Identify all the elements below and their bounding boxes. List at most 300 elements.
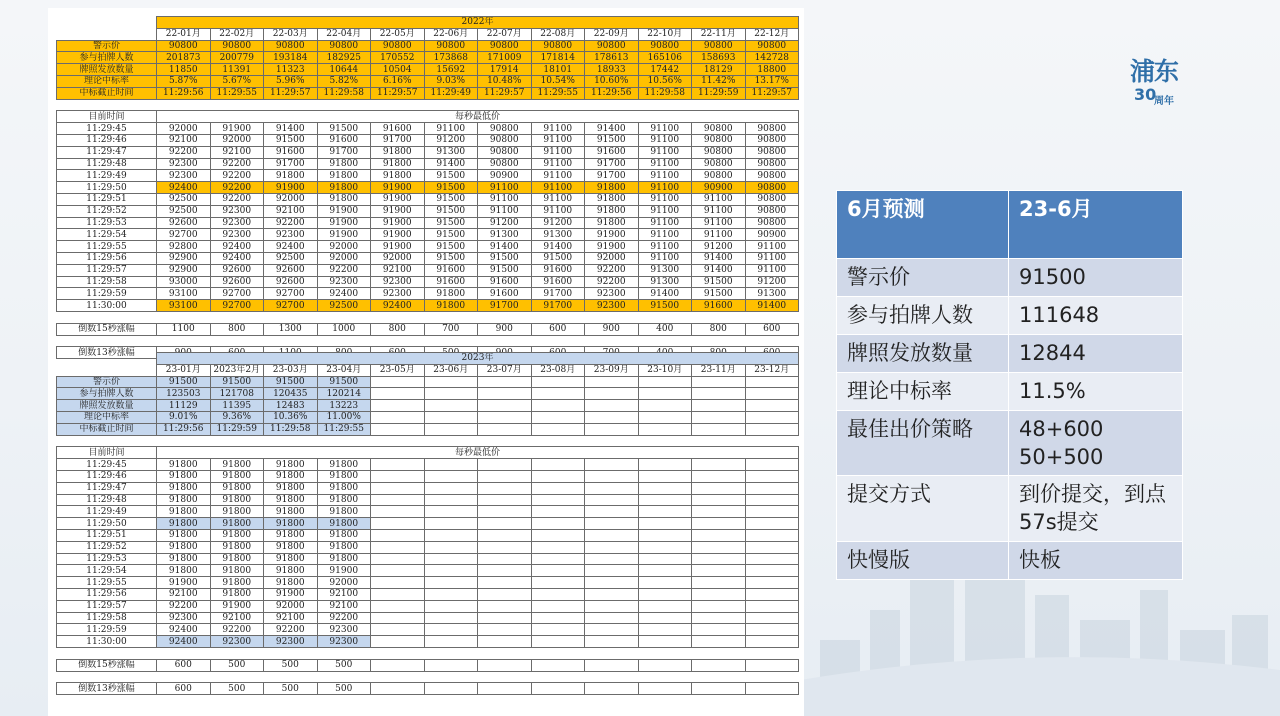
- month-header: 22-10月: [638, 28, 692, 40]
- price-cell: [531, 636, 585, 648]
- price-cell: [745, 506, 799, 518]
- price-cell: [371, 494, 425, 506]
- price-cell: 91800: [317, 518, 371, 530]
- price-row: [57, 158, 799, 170]
- price-cell: 91500: [424, 252, 478, 264]
- summary-value: 5.82%: [317, 75, 371, 87]
- prediction-value: 91500: [1009, 259, 1183, 297]
- price-cell: 92200: [585, 264, 639, 276]
- price-cell: 90800: [745, 182, 799, 194]
- summary-value: 17442: [638, 64, 692, 76]
- price-cell: 92300: [210, 636, 264, 648]
- price-cell: 90800: [745, 146, 799, 158]
- summary-value: 11129: [157, 400, 211, 412]
- price-cell: 91800: [585, 193, 639, 205]
- summary-label: 中标截止时间: [57, 87, 157, 99]
- increase-value: [424, 683, 478, 695]
- price-cell: 91300: [638, 276, 692, 288]
- spacer-row: [57, 435, 799, 447]
- summary-value: [745, 400, 799, 412]
- prediction-row: [837, 476, 1183, 542]
- increase-value: 600: [157, 659, 211, 671]
- price-cell: [371, 518, 425, 530]
- price-cell: 92400: [157, 182, 211, 194]
- spacer-row: [57, 311, 799, 323]
- price-cell: [692, 494, 746, 506]
- price-cell: 91800: [264, 541, 318, 553]
- price-row: [57, 470, 799, 482]
- price-cell: 91800: [210, 553, 264, 565]
- price-cell: 91900: [210, 600, 264, 612]
- price-cell: 92000: [264, 193, 318, 205]
- price-cell: [478, 506, 532, 518]
- summary-row: [57, 52, 799, 64]
- price-cell: [531, 612, 585, 624]
- price-cell: 91700: [317, 146, 371, 158]
- price-cell: 91600: [478, 288, 532, 300]
- price-cell: 91800: [317, 529, 371, 541]
- summary-value: [638, 376, 692, 388]
- price-cell: 91800: [317, 506, 371, 518]
- price-row: [57, 624, 799, 636]
- price-row: [57, 205, 799, 217]
- summary-value: 11:29:49: [424, 87, 478, 99]
- summary-value: [424, 423, 478, 435]
- price-cell: 92200: [210, 624, 264, 636]
- summary-value: 12483: [264, 400, 318, 412]
- price-cell: [531, 470, 585, 482]
- month-header: 23-04月: [317, 364, 371, 376]
- summary-value: 9.01%: [157, 411, 211, 423]
- price-cell: 91900: [210, 123, 264, 135]
- summary-value: 18933: [585, 64, 639, 76]
- prediction-row: [837, 259, 1183, 297]
- time-cell: 11:29:54: [57, 229, 157, 241]
- summary-label: 中标截止时间: [57, 423, 157, 435]
- price-cell: [424, 482, 478, 494]
- price-row: [57, 541, 799, 553]
- price-cell: [531, 518, 585, 530]
- summary-value: [424, 411, 478, 423]
- increase-value: 500: [210, 659, 264, 671]
- price-row: [57, 252, 799, 264]
- summary-value: [638, 388, 692, 400]
- summary-row: [57, 40, 799, 52]
- price-cell: [638, 565, 692, 577]
- price-cell: 91400: [692, 264, 746, 276]
- time-cell: 11:29:54: [57, 565, 157, 577]
- time-cell: 11:29:59: [57, 288, 157, 300]
- price-cell: 91800: [317, 158, 371, 170]
- summary-value: [692, 423, 746, 435]
- summary-value: [745, 423, 799, 435]
- logo-suffix: 周年: [1154, 96, 1174, 107]
- price-cell: 91800: [264, 529, 318, 541]
- price-cell: [478, 459, 532, 471]
- price-cell: 91100: [531, 170, 585, 182]
- price-cell: [585, 470, 639, 482]
- price-row: [57, 264, 799, 276]
- price-cell: 91900: [371, 229, 425, 241]
- price-cell: [424, 529, 478, 541]
- price-cell: 92200: [210, 193, 264, 205]
- price-cell: 92600: [210, 276, 264, 288]
- price-cell: 90800: [745, 205, 799, 217]
- price-cell: 92400: [157, 636, 211, 648]
- increase-value: 800: [210, 323, 264, 335]
- price-cell: [371, 553, 425, 565]
- price-cell: [371, 541, 425, 553]
- price-cell: [478, 600, 532, 612]
- price-cell: [424, 553, 478, 565]
- price-cell: [371, 470, 425, 482]
- time-cell: 11:30:00: [57, 300, 157, 312]
- price-cell: 91400: [745, 300, 799, 312]
- increase-row: [57, 683, 799, 695]
- price-cell: [638, 459, 692, 471]
- price-cell: 90900: [478, 170, 532, 182]
- summary-value: 18101: [531, 64, 585, 76]
- price-cell: 91700: [531, 288, 585, 300]
- price-cell: 92100: [264, 612, 318, 624]
- price-cell: [531, 541, 585, 553]
- time-cell: 11:29:51: [57, 529, 157, 541]
- spacer-row: [57, 671, 799, 683]
- increase-value: 1100: [157, 323, 211, 335]
- price-cell: 92200: [264, 624, 318, 636]
- spreadsheet-screenshot: [48, 8, 804, 716]
- price-cell: 92200: [210, 182, 264, 194]
- time-cell: 11:30:00: [57, 636, 157, 648]
- summary-value: [692, 411, 746, 423]
- price-cell: 91100: [692, 205, 746, 217]
- summary-value: [424, 388, 478, 400]
- price-cell: 91800: [157, 553, 211, 565]
- price-cell: 91800: [424, 288, 478, 300]
- price-cell: 91800: [317, 553, 371, 565]
- price-cell: 91600: [424, 264, 478, 276]
- summary-value: 90800: [210, 40, 264, 52]
- price-cell: [531, 553, 585, 565]
- price-cell: 91800: [264, 577, 318, 589]
- increase-value: [745, 683, 799, 695]
- increase-value: 600: [531, 323, 585, 335]
- price-cell: [371, 636, 425, 648]
- price-cell: 91100: [531, 182, 585, 194]
- month-header: 23-05月: [371, 364, 425, 376]
- summary-value: [371, 423, 425, 435]
- summary-value: [585, 376, 639, 388]
- price-cell: [638, 636, 692, 648]
- price-cell: 92200: [317, 612, 371, 624]
- price-cell: 91100: [692, 217, 746, 229]
- increase-value: 400: [638, 323, 692, 335]
- spacer-row: [57, 335, 799, 347]
- summary-value: 11323: [264, 64, 318, 76]
- increase-value: [638, 683, 692, 695]
- summary-value: 15692: [424, 64, 478, 76]
- price-row: [57, 182, 799, 194]
- price-cell: [531, 482, 585, 494]
- increase-value: 500: [317, 659, 371, 671]
- summary-value: 11:29:59: [210, 423, 264, 435]
- price-cell: [692, 636, 746, 648]
- price-cell: [424, 470, 478, 482]
- time-cell: 11:29:46: [57, 470, 157, 482]
- price-cell: [531, 494, 585, 506]
- price-cell: 90800: [692, 170, 746, 182]
- price-cell: [478, 553, 532, 565]
- increase-value: [424, 659, 478, 671]
- summary-value: 90800: [264, 40, 318, 52]
- spacer-row: [57, 647, 799, 659]
- month-header: 22-12月: [745, 28, 799, 40]
- increase-value: 800: [371, 323, 425, 335]
- price-cell: 93100: [157, 300, 211, 312]
- price-cell: 91800: [371, 146, 425, 158]
- blank-cell: [57, 28, 157, 40]
- summary-value: [638, 423, 692, 435]
- price-cell: 91300: [424, 146, 478, 158]
- price-cell: 91900: [317, 217, 371, 229]
- time-cell: 11:29:49: [57, 170, 157, 182]
- price-row: [57, 276, 799, 288]
- price-cell: 91600: [531, 264, 585, 276]
- price-cell: 91500: [424, 229, 478, 241]
- price-cell: [745, 600, 799, 612]
- prediction-header-row: [837, 191, 1183, 259]
- price-cell: [585, 565, 639, 577]
- month-header: 23-08月: [531, 364, 585, 376]
- month-header: 22-11月: [692, 28, 746, 40]
- summary-row: [57, 75, 799, 87]
- summary-value: [692, 400, 746, 412]
- price-cell: 91900: [371, 241, 425, 253]
- logo-main-text: 浦东: [1130, 57, 1179, 86]
- time-cell: 11:29:47: [57, 146, 157, 158]
- price-cell: 92400: [210, 241, 264, 253]
- prediction-value: 12844: [1009, 335, 1183, 373]
- increase-value: 600: [745, 323, 799, 335]
- price-cell: 91800: [157, 482, 211, 494]
- price-cell: 92000: [317, 577, 371, 589]
- price-cell: 90800: [478, 134, 532, 146]
- increase-value: [585, 683, 639, 695]
- price-cell: [745, 636, 799, 648]
- price-cell: 91500: [424, 241, 478, 253]
- summary-value: 158693: [692, 52, 746, 64]
- price-cell: 92400: [157, 624, 211, 636]
- price-cell: 91100: [638, 158, 692, 170]
- prediction-row: [837, 335, 1183, 373]
- price-cell: 91600: [478, 276, 532, 288]
- price-cell: 91100: [531, 205, 585, 217]
- price-row: [57, 217, 799, 229]
- summary-value: [531, 388, 585, 400]
- price-cell: [424, 624, 478, 636]
- summary-value: 11:29:58: [264, 423, 318, 435]
- price-cell: 91800: [317, 170, 371, 182]
- price-cell: 90800: [745, 217, 799, 229]
- summary-value: [478, 400, 532, 412]
- increase-value: 500: [210, 683, 264, 695]
- price-row: [57, 506, 799, 518]
- summary-value: [531, 376, 585, 388]
- price-cell: 91800: [585, 217, 639, 229]
- price-cell: 92300: [210, 217, 264, 229]
- summary-value: 11:29:56: [157, 87, 211, 99]
- price-cell: [585, 577, 639, 589]
- price-cell: 91900: [264, 182, 318, 194]
- price-cell: [478, 494, 532, 506]
- price-cell: 91100: [638, 134, 692, 146]
- price-cell: 91800: [317, 459, 371, 471]
- price-cell: [585, 518, 639, 530]
- price-cell: 92400: [371, 300, 425, 312]
- price-row: [57, 459, 799, 471]
- increase-value: [585, 659, 639, 671]
- price-cell: 91100: [638, 182, 692, 194]
- summary-value: 11:29:55: [531, 87, 585, 99]
- price-cell: [692, 577, 746, 589]
- time-cell: 11:29:55: [57, 241, 157, 253]
- price-cell: 92300: [371, 276, 425, 288]
- price-cell: [745, 482, 799, 494]
- increase-value: 500: [264, 659, 318, 671]
- price-cell: 92100: [210, 612, 264, 624]
- summary-value: 11:29:58: [317, 87, 371, 99]
- price-cell: 92400: [210, 252, 264, 264]
- price-cell: 91600: [264, 146, 318, 158]
- summary-row: [57, 87, 799, 99]
- price-cell: 91800: [157, 565, 211, 577]
- increase-label: 倒数13秒涨幅: [57, 683, 157, 695]
- summary-value: 170552: [371, 52, 425, 64]
- price-cell: [531, 588, 585, 600]
- price-cell: 91600: [424, 276, 478, 288]
- price-cell: [531, 577, 585, 589]
- price-cell: 91800: [317, 470, 371, 482]
- summary-value: 10.56%: [638, 75, 692, 87]
- price-cell: 90800: [692, 158, 746, 170]
- price-cell: 92300: [317, 636, 371, 648]
- price-cell: [745, 459, 799, 471]
- summary-value: [531, 411, 585, 423]
- price-cell: 91500: [585, 134, 639, 146]
- price-cell: 91200: [692, 241, 746, 253]
- current-time-header: 目前时间: [57, 447, 157, 459]
- price-row: [57, 636, 799, 648]
- summary-value: [585, 423, 639, 435]
- price-cell: 91500: [692, 288, 746, 300]
- month-header: 23-07月: [478, 364, 532, 376]
- prediction-row: [837, 411, 1183, 476]
- time-cell: 11:29:56: [57, 588, 157, 600]
- price-cell: 90800: [745, 193, 799, 205]
- summary-value: 11:29:58: [638, 87, 692, 99]
- summary-value: 123503: [157, 388, 211, 400]
- price-cell: 92000: [210, 134, 264, 146]
- price-cell: 92700: [157, 229, 211, 241]
- price-cell: 91800: [157, 506, 211, 518]
- price-cell: [745, 541, 799, 553]
- current-time-header: 目前时间: [57, 111, 157, 123]
- price-cell: 91500: [478, 252, 532, 264]
- time-cell: 11:29:52: [57, 205, 157, 217]
- increase-value: [371, 659, 425, 671]
- spacer-cell: [57, 435, 799, 447]
- summary-value: [478, 423, 532, 435]
- increase-value: 500: [264, 683, 318, 695]
- price-cell: [531, 565, 585, 577]
- price-cell: [478, 482, 532, 494]
- summary-row: [57, 64, 799, 76]
- price-cell: [585, 636, 639, 648]
- price-cell: 90800: [745, 123, 799, 135]
- price-cell: [692, 600, 746, 612]
- summary-value: 90800: [371, 40, 425, 52]
- summary-value: [478, 376, 532, 388]
- price-cell: 91800: [157, 494, 211, 506]
- price-cell: 92700: [264, 288, 318, 300]
- prediction-label: 理论中标率: [837, 373, 1009, 411]
- price-cell: 91800: [210, 588, 264, 600]
- increase-value: [638, 659, 692, 671]
- price-cell: 91900: [317, 229, 371, 241]
- summary-value: 90800: [638, 40, 692, 52]
- summary-value: 10.54%: [531, 75, 585, 87]
- price-cell: [745, 577, 799, 589]
- price-cell: 92300: [157, 612, 211, 624]
- price-cell: 91500: [424, 193, 478, 205]
- time-cell: 11:29:58: [57, 276, 157, 288]
- summary-value: 11850: [157, 64, 211, 76]
- price-cell: [585, 482, 639, 494]
- summary-value: [478, 411, 532, 423]
- summary-label: 参与拍牌人数: [57, 52, 157, 64]
- price-cell: 92000: [317, 252, 371, 264]
- summary-row: [57, 411, 799, 423]
- price-cell: 91100: [692, 229, 746, 241]
- price-cell: 91600: [317, 134, 371, 146]
- price-cell: 92100: [371, 264, 425, 276]
- prediction-label: 牌照发放数量: [837, 335, 1009, 373]
- summary-label: 警示价: [57, 376, 157, 388]
- prediction-value: 111648: [1009, 297, 1183, 335]
- summary-value: [638, 400, 692, 412]
- increase-value: [531, 683, 585, 695]
- time-cell: 11:29:50: [57, 518, 157, 530]
- price-cell: 91800: [424, 300, 478, 312]
- price-cell: 91900: [317, 205, 371, 217]
- price-cell: 91700: [264, 158, 318, 170]
- summary-value: [478, 388, 532, 400]
- price-cell: [585, 529, 639, 541]
- summary-value: [371, 388, 425, 400]
- time-cell: 11:29:58: [57, 612, 157, 624]
- price-cell: 92600: [210, 264, 264, 276]
- price-cell: 92000: [264, 600, 318, 612]
- price-cell: 91800: [157, 459, 211, 471]
- price-cell: 92300: [157, 170, 211, 182]
- price-row: [57, 612, 799, 624]
- summary-value: 90800: [478, 40, 532, 52]
- time-cell: 11:29:53: [57, 553, 157, 565]
- price-cell: 92800: [157, 241, 211, 253]
- summary-value: 173868: [424, 52, 478, 64]
- june-prediction-table: [836, 190, 1183, 580]
- month-header: 22-01月: [157, 28, 211, 40]
